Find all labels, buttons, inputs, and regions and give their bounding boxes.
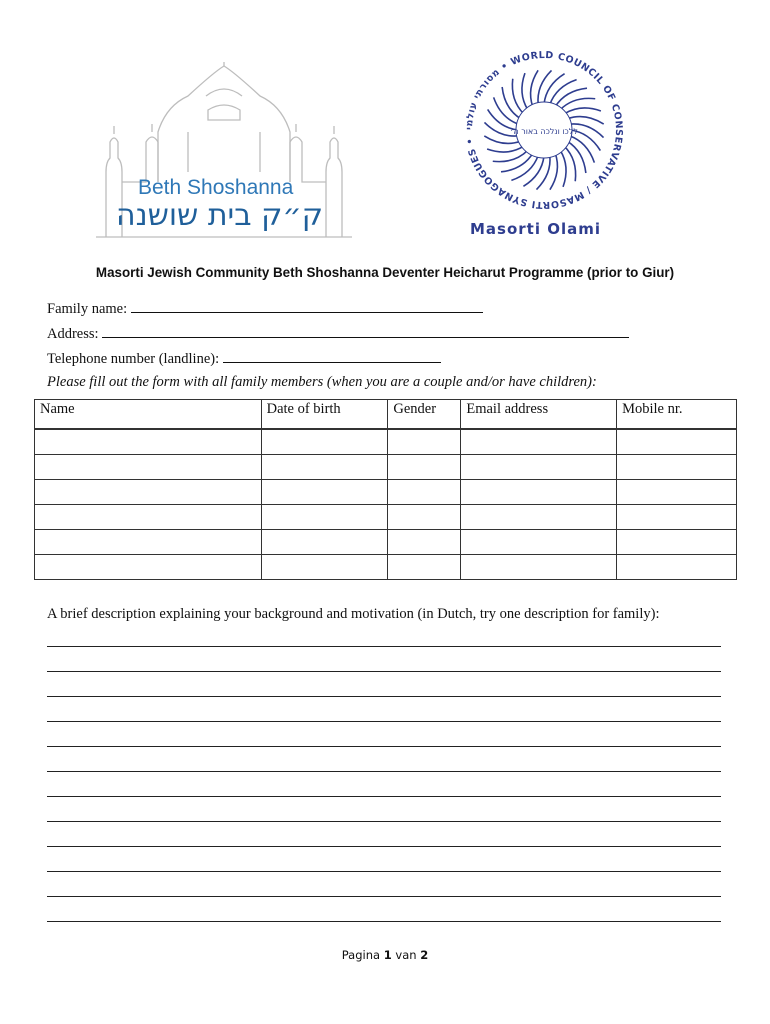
table-cell[interactable] (35, 505, 262, 530)
table-cell[interactable] (388, 505, 461, 530)
table-cell[interactable] (617, 480, 737, 505)
table-row (35, 530, 737, 555)
footer-page: 1 (383, 948, 392, 962)
family-name-label: Family name: (47, 301, 128, 317)
writing-line[interactable] (47, 896, 721, 897)
table-row (35, 455, 737, 480)
table-cell[interactable] (388, 555, 461, 580)
table-cell[interactable] (461, 429, 617, 455)
page-footer (0, 948, 770, 962)
footer-mid: van (395, 948, 417, 962)
writing-line[interactable] (47, 846, 721, 847)
table-cell[interactable] (461, 480, 617, 505)
writing-line[interactable] (47, 921, 721, 922)
address-label: Address: (47, 326, 99, 342)
table-cell[interactable] (617, 505, 737, 530)
masorti-center-text: ללכו ונלכה באור ה׳ (510, 127, 578, 136)
telephone-blank[interactable] (223, 349, 441, 363)
instruction-text: Please fill out the form with all family members (when you are a couple and/or have children): (47, 374, 597, 390)
masorti-olami-emblem (458, 50, 630, 240)
table-cell[interactable] (388, 455, 461, 480)
masorti-olami-name: Masorti Olami (470, 220, 602, 238)
writing-line[interactable] (47, 721, 721, 722)
header-mobile: Mobile nr. (617, 400, 737, 430)
table-cell[interactable] (35, 530, 262, 555)
writing-line[interactable] (47, 746, 721, 747)
address-field[interactable] (47, 324, 629, 343)
beth-shoshanna-name: Beth Shoshanna (138, 176, 294, 199)
table-cell[interactable] (35, 429, 262, 455)
table-row (35, 555, 737, 580)
masorti-ring-text: מסורתי עולמי • WORLD COUNCIL OF CONSERVATIVE / MASORTI SYNAGOGUES • (463, 50, 625, 211)
table-cell[interactable] (261, 480, 388, 505)
description-prompt: A brief description explaining your background and motivation (in Dutch, try one description for family): (47, 606, 660, 622)
header-name: Name (35, 400, 262, 430)
table-cell[interactable] (461, 530, 617, 555)
table-cell[interactable] (261, 505, 388, 530)
table-cell[interactable] (461, 455, 617, 480)
writing-line[interactable] (47, 821, 721, 822)
table-cell[interactable] (388, 530, 461, 555)
table-cell[interactable] (617, 530, 737, 555)
header-email: Email address (461, 400, 617, 430)
writing-line[interactable] (47, 771, 721, 772)
table-cell[interactable] (617, 455, 737, 480)
table-cell[interactable] (617, 555, 737, 580)
page-title: Masorti Jewish Community Beth Shoshanna Deventer Heicharut Programme (prior to Giur) (95, 265, 675, 280)
writing-line[interactable] (47, 796, 721, 797)
writing-line[interactable] (47, 871, 721, 872)
family-name-blank[interactable] (131, 299, 483, 313)
table-cell[interactable] (617, 429, 737, 455)
table-cell[interactable] (35, 480, 262, 505)
table-cell[interactable] (261, 455, 388, 480)
footer-prefix: Pagina (341, 948, 381, 962)
writing-line[interactable] (47, 696, 721, 697)
telephone-label: Telephone number (landline): (47, 351, 220, 367)
table-row (35, 429, 737, 455)
table-cell[interactable] (461, 505, 617, 530)
header-gender: Gender (388, 400, 461, 430)
table-cell[interactable] (261, 555, 388, 580)
beth-shoshanna-hebrew: ק״ק בית שושנה (116, 198, 324, 233)
table-row (35, 505, 737, 530)
table-cell[interactable] (261, 530, 388, 555)
family-members-table (34, 399, 737, 580)
footer-total: 2 (420, 948, 429, 962)
address-blank[interactable] (102, 324, 629, 338)
table-row (35, 480, 737, 505)
table-cell[interactable] (261, 429, 388, 455)
table-cell[interactable] (388, 429, 461, 455)
header-date-of-birth: Date of birth (261, 400, 388, 430)
table-cell[interactable] (35, 555, 262, 580)
writing-line[interactable] (47, 646, 721, 647)
table-cell[interactable] (461, 555, 617, 580)
table-cell[interactable] (35, 455, 262, 480)
family-name-field[interactable] (47, 299, 483, 318)
table-header-row (35, 400, 737, 430)
writing-line[interactable] (47, 671, 721, 672)
telephone-field[interactable] (47, 349, 441, 368)
table-cell[interactable] (388, 480, 461, 505)
